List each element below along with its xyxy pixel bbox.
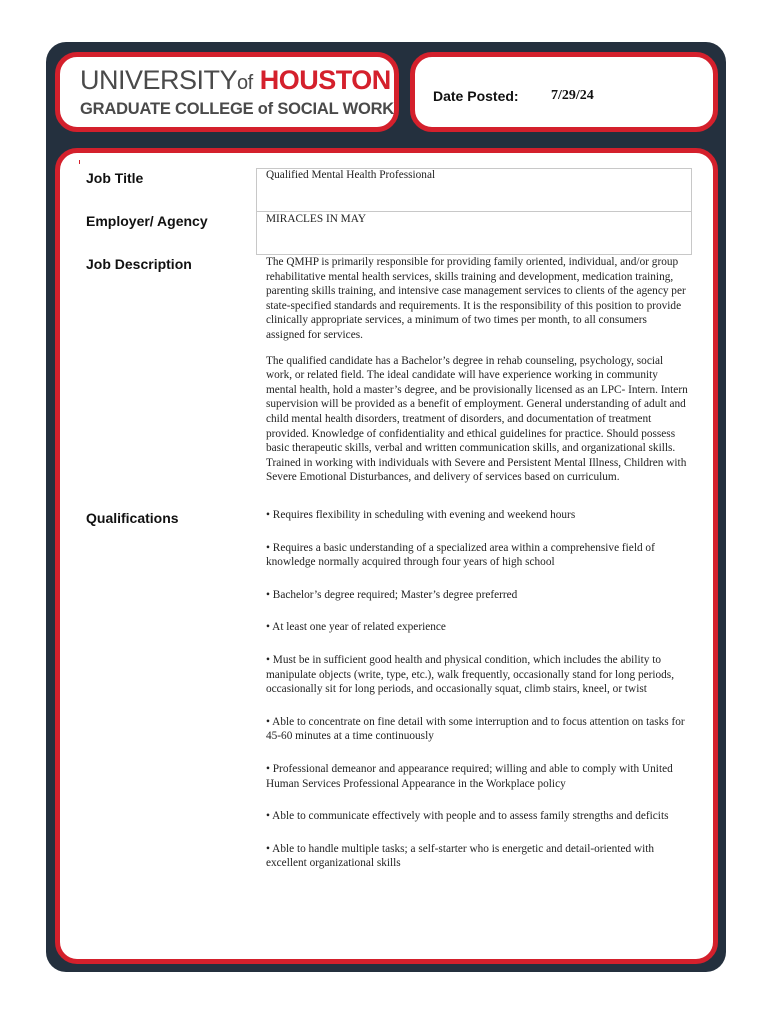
job-title-label: Job Title bbox=[86, 170, 144, 186]
list-item: • Professional demeanor and appearance required; willing and able to comply with United Human Services Professional Appearance in the Workplace policy bbox=[266, 762, 673, 790]
list-item: • Able to communicate effectively with people and to assess family strengths and deficits bbox=[266, 810, 669, 823]
list-item: • Requires flexibility in scheduling with evening and weekend hours bbox=[266, 509, 576, 521]
logo-panel bbox=[55, 52, 399, 132]
description-label: Job Description bbox=[86, 256, 192, 272]
date-posted-label: Date Posted: bbox=[433, 88, 519, 104]
description-text bbox=[266, 255, 688, 496]
list-item: • Able to concentrate on fine detail with some interruption and to focus attention on tasks for 45-60 minutes at a time continuously bbox=[266, 715, 685, 743]
list-item: • Must be in sufficient good health and physical condition, which includes the ability to manipulate objects (write, type, etc.), walk frequently, occasionally stand for long periods, occasionally sit for long periods, and occasionally squat, climb stairs, kneel, or twist bbox=[266, 653, 675, 696]
list-item: • Requires a basic understanding of a specialized area within a comprehensive field of knowledge normally acquired through four years of high school bbox=[266, 541, 655, 569]
date-posted-value: 7/29/24 bbox=[551, 88, 594, 103]
qualifications-label: Qualifications bbox=[86, 510, 179, 526]
college-name: GRADUATE COLLEGE of SOCIAL WORK bbox=[80, 100, 395, 118]
job-title-value: Qualified Mental Health Professional bbox=[266, 169, 436, 181]
description-paragraph: The QMHP is primarily responsible for providing family oriented, individual, and/or group rehabilitative mental health services, skills training and development, medication training, parenting skills training, and intensive case management services to clients of the agency per state-specified standards and requirements. It is the responsibility of this position to provide clinically appropriate services, a minimum of two times per month, to all consumers assigned for services. bbox=[266, 256, 686, 341]
list-item: • Able to handle multiple tasks; a self-starter who is energetic and detail-oriented with excellent organizational skills bbox=[266, 842, 655, 870]
description-paragraph: The qualified candidate has a Bachelor’s degree in rehab counseling, psychology, social work, or related field. The ideal candidate will have experience working in community mental health, hold a master’s degree, and be provisionally licensed as an LPC- Intern. Intern supervision will be provided as a benefit of employment. General understanding of adult and child mental health disorders, treatment of disorders, and documentation of treatment provided. Knowledge of confidentiality and ethical guidelines for practice. Should possess basic therapeutic skills, verbal and written communication skills, and organizational skills. Trained in working with individuals with Severe and Persistent Mental Illness, Children with Severe Emotional Disturbances, and delivery of services based on curriculum. bbox=[266, 354, 688, 484]
list-item: • Bachelor’s degree required; Master’s degree preferred bbox=[266, 588, 518, 601]
list-item: • At least one year of related experience bbox=[266, 621, 446, 634]
margin-mark bbox=[79, 160, 80, 164]
qualifications-list bbox=[266, 508, 688, 889]
employer-value: MIRACLES IN MAY bbox=[266, 213, 367, 225]
university-logo: UNIVERSITYof HOUSTON bbox=[80, 65, 391, 95]
date-panel bbox=[410, 52, 718, 132]
employer-label: Employer/ Agency bbox=[86, 213, 208, 229]
